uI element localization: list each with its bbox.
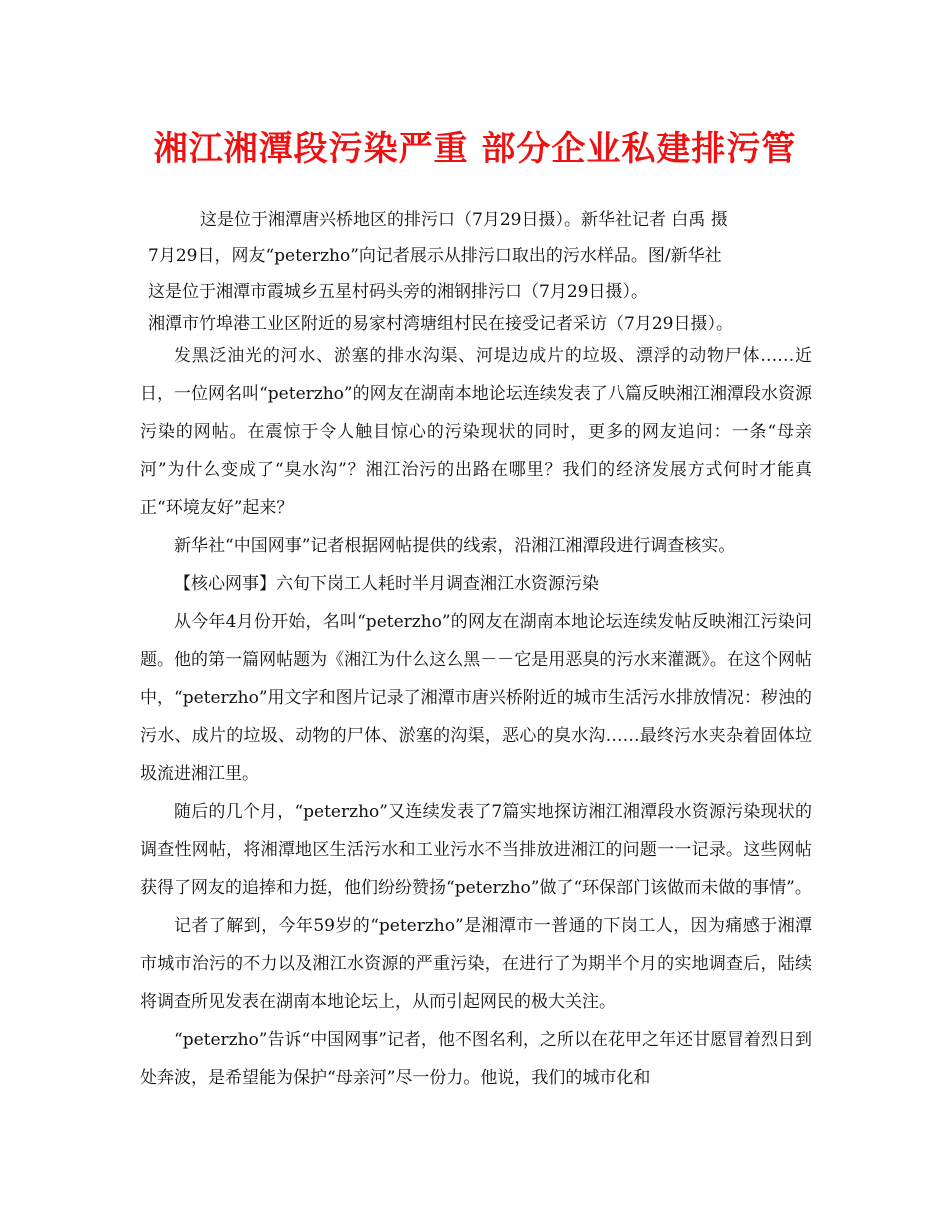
section-heading: 【核心网事】六旬下岗工人耗时半月调查湘江水资源污染 [174,574,599,594]
article-paragraph: 新华社“中国网事”记者根据网帖提供的线索，沿湘江湘潭段进行调查核实。 [174,536,736,556]
photo-caption-3: 这是位于湘潭市霞城乡五星村码头旁的湘钢排污口（7月29日摄）。 [148,282,648,302]
article-paragraph: 记者了解到，今年59岁的“peterzho”是湘潭市一普通的下岗工人，因为痛感于湘潭市城市治污的不力以及湘江水资源的严重污染，在进行了为期半个月的实地调查后，陆续将调查所见发表在湖南本地论坛上，从而引起网民的极大关注。 [140,916,812,1012]
article-paragraph: 发黑泛油光的河水、淤塞的排水沟渠、河堤边成片的垃圾、漂浮的动物尸体……近日，一位网名叫“peterzho”的网友在湖南本地论坛连续发表了八篇反映湘江湘潭段水资源污染的网帖。在震惊于令人触目惊心的污染现状的同时，更多的网友追问：一条“母亲河”为什么变成了“臭水沟”？湘江治污的出路在哪里？我们的经济发展方式何时才能真正“环境友好”起来？ [140,346,812,518]
photo-caption-2: 7月29日，网友“peterzho”向记者展示从排污口取出的污水样品。图/新华社 [148,246,722,266]
article-paragraph: 从今年4月份开始，名叫“peterzho”的网友在湖南本地论坛连续发帖反映湘江污染问题。他的第一篇网帖题为《湘江为什么这么黑－－它是用恶臭的污水来灌溉》。在这个网帖中，“peterzho”用文字和图片记录了湘潭市唐兴桥附近的城市生活污水排放情况：秽浊的污水、成片的垃圾、动物的尸体、淤塞的沟渠，恶心的臭水沟……最终污水夹杂着固体垃圾流进湘江里。 [140,612,812,784]
article-paragraph: 随后的几个月，“peterzho”又连续发表了7篇实地探访湘江湘潭段水资源污染现状的调查性网帖，将湘潭地区生活污水和工业污水不当排放进湘江的问题一一记录。这些网帖获得了网友的追捧和力挺，他们纷纷赞扬“peterzho”做了“环保部门该做而未做的事情”。 [140,802,812,898]
photo-caption-1: 这是位于湘潭唐兴桥地区的排污口（7月29日摄）。新华社记者 白禹 摄 [200,210,728,230]
article-body [140,337,812,1097]
article-paragraph: “peterzho”告诉“中国网事”记者，他不图名利，之所以在花甲之年还甘愿冒着烈日到处奔波，是希望能为保护“母亲河”尽一份力。他说，我们的城市化和 [140,1030,812,1088]
document-title: 湘江湘潭段污染严重 部分企业私建排污管 [153,129,797,169]
photo-caption-4: 湘潭市竹埠港工业区附近的易家村湾塘组村民在接受记者采访（7月29日摄）。 [148,314,733,334]
